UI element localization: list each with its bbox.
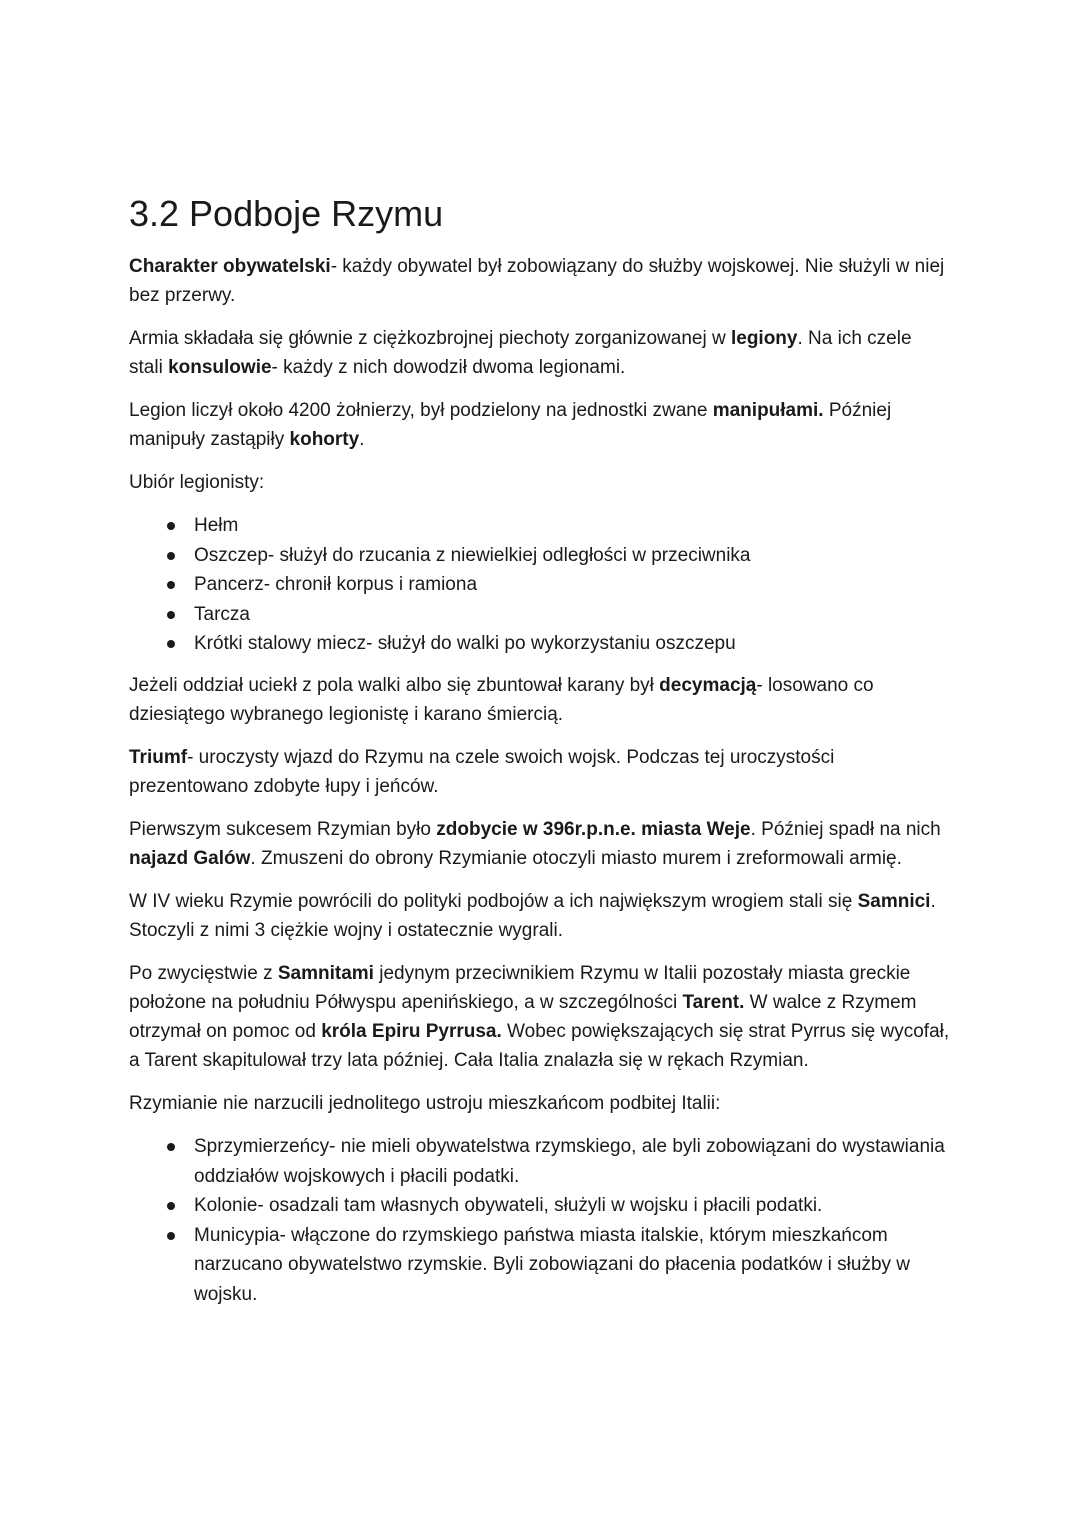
list-item: Pancerz- chronił korpus i ramiona (194, 570, 950, 600)
term-legions: legiony (730, 328, 798, 349)
term-consuls: konsulowie (168, 357, 272, 378)
list-item: Tarcza (194, 600, 950, 630)
list-item: Municypia- włączone do rzymskiego państwa miasta italskie, którym mieszkańcom narzucano obywatelstwo rzymskie. Byli zobowiązani do płacenia podatków i służby w wojsku. (194, 1221, 950, 1310)
term-veii-conquest: zdobycie w 396r.p.n.e. miasta Weje (436, 818, 751, 840)
italy-structure-list (129, 1132, 950, 1310)
page-title: 3.2 Podboje Rzymu (129, 193, 444, 234)
term-samnitami: Samnitami (277, 962, 374, 984)
paragraph-decimation: Jeżeli oddział uciekł z pola walki albo się zbuntował karany był decymacją- losowano co dziesiątego wybranego legionistę i karano śmiercią. (129, 674, 874, 725)
term-triumph: Triumf (129, 746, 188, 768)
list-item: Sprzymierzeńcy- nie mieli obywatelstwa rzymskiego, ale byli zobowiązani do wystawiania oddziałów wojskowych i płacili podatki. (194, 1132, 950, 1191)
paragraph-army: Armia składała się głównie z ciężkozbrojnej piechoty zorganizowanej w legiony. Na ich czele stali konsulowie- każdy z nich dowodził dwoma legionami. (129, 328, 912, 378)
list-item: Oszczep- służył do rzucania z niewielkiej odległości w przeciwnika (194, 541, 950, 571)
term-decimation: decymacją (659, 674, 757, 696)
paragraph-legion: Legion liczył około 4200 żołnierzy, był podzielony na jednostki zwane manipułami. Później manipuły zastąpiły kohorty. (129, 400, 892, 450)
list-item: Kolonie- osadzali tam własnych obywateli, służyli w wojsku i płacili podatki. (194, 1191, 950, 1221)
term-cohorts: kohorty (289, 429, 360, 450)
list-item: Hełm (194, 511, 950, 541)
term-gallic-invasion: najazd Galów (129, 847, 251, 869)
term-tarentum: Tarent. (682, 991, 745, 1013)
legionary-gear-list (129, 511, 950, 659)
term-maniples: manipułami. (712, 400, 824, 421)
term-citizen-character: Charakter obywatelski (129, 256, 331, 277)
paragraph-triumph: Triumf- uroczysty wjazd do Rzymu na czele swoich wojsk. Podczas tej uroczystości prezentowano zdobyte łupy i jeńców. (129, 746, 835, 797)
paragraph-tarentum: Po zwycięstwie z Samnitami jedynym przeciwnikiem Rzymu w Italii pozostały miasta greckie położone na południu Półwyspu apenińskiego, a w szczególności Tarent. W walce z Rzymem otrzymał on pomoc od króla Epiru Pyrrusa. Wobec powiększających się strat Pyrrus się wycofał, a Tarent skapitulował trzy lata później. Cała Italia znalazła się w rękach Rzymian. (129, 962, 950, 1071)
term-pyrrhus: króla Epiru Pyrrusa. (321, 1020, 502, 1042)
paragraph-veii: Pierwszym sukcesem Rzymian było zdobycie w 396r.p.n.e. miasta Weje. Później spadł na nich najazd Galów. Zmuszeni do obrony Rzymianie otoczyli miasto murem i zreformowali armię. (129, 818, 941, 869)
list-item: Krótki stalowy miecz- służył do walki po wykorzystaniu oszczepu (194, 629, 950, 659)
paragraph-legionary-gear-heading: Ubiór legionisty: (129, 472, 265, 493)
term-samnites: Samnici (857, 890, 931, 912)
paragraph-samnites: W IV wieku Rzymie powrócili do polityki podbojów a ich największym wrogiem stali się Samnici. Stoczyli z nimi 3 ciężkie wojny i ostatecznie wygrali. (129, 890, 936, 941)
paragraph-italy-structure-heading: Rzymianie nie narzucili jednolitego ustroju mieszkańcom podbitej Italii: (129, 1092, 721, 1114)
paragraph-citizen-character: Charakter obywatelski- każdy obywatel był zobowiązany do służby wojskowej. Nie służyli w niej bez przerwy. (129, 256, 945, 306)
